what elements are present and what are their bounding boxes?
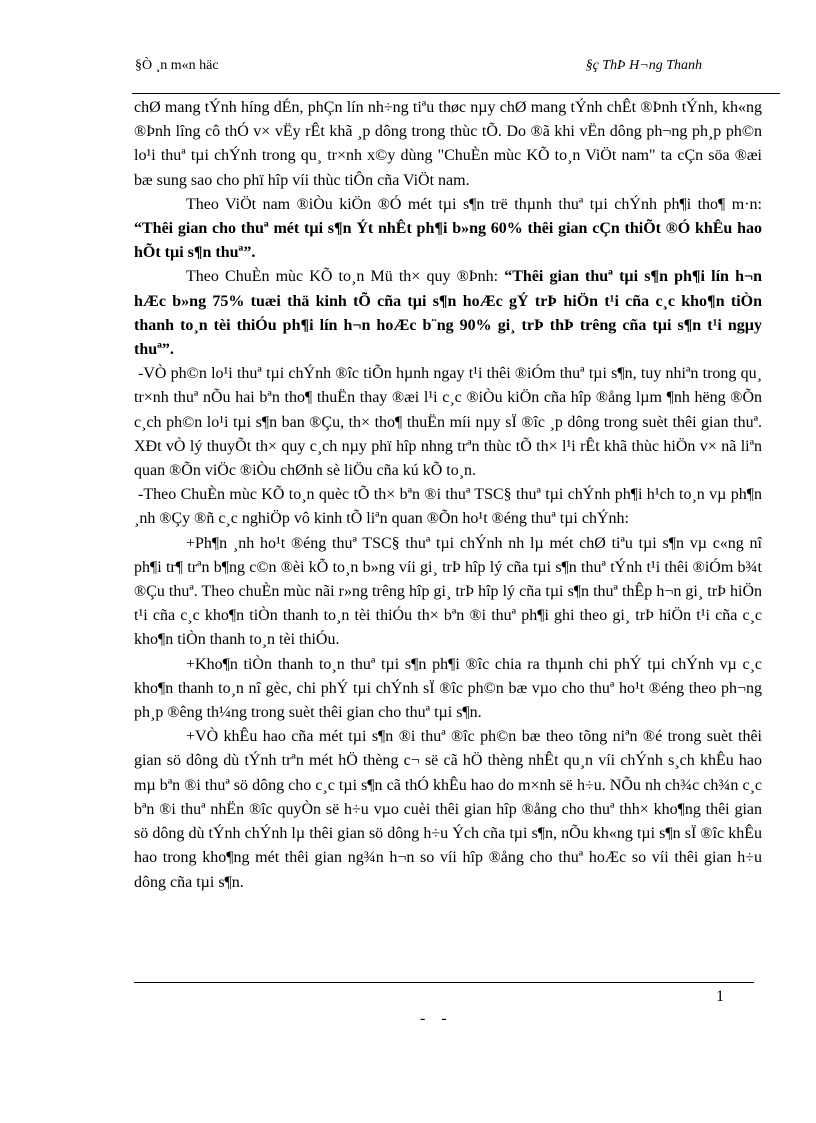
text-run: -Theo ChuÈn mùc KÕ to¸n quèc tÕ th× bªn ®i thuª TSC§ thuª tµi chÝnh ph¶i h¹ch to¸n vµ ph¶n ¸nh ®Çy ®ñ c¸c nghiÖp vô kinh tÕ liªn quan ®Õn ho¹t ®éng thuª tµi chÝnh: xyxy=(134,486,762,528)
text-run: Theo ViÖt nam ®iÒu kiÖn ®Ó mét tµi s¶n trë thµnh thuª tµi chÝnh ph¶i tho¶ m·n: xyxy=(186,195,762,213)
paragraph xyxy=(134,265,762,362)
header-divider xyxy=(132,93,780,94)
paragraph xyxy=(134,532,762,653)
text-run: chØ mang tÝnh híng dÉn, phÇn lín nh÷ng tiªu thøc nµy chØ mang tÝnh chÊt ®Þnh tÝnh, kh«ng ®Þnh lîng cô thÓ v× vËy rÊt khã ¸p dông trong thùc tÕ. Do ®ã khi vËn dông ph¬ng ph¸p ph©n lo¹i thuª tµi chÝnh trong qu¸ tr×nh x©y dùng "ChuÈn mùc KÕ to¸n ViÖt nam" ta cÇn söa ®æi bæ sung sao cho phï hîp víi thùc tiÔn cña ViÖt nam. xyxy=(134,99,762,189)
bold-text-run: “Thêi gian cho thuª mét tµi s¶n Ýt nhÊt ph¶i b»ng 60% thêi gian cÇn thiÕt ®Ó khÊu hao hÕt tµi s¶n thuª”. xyxy=(134,220,762,262)
document-body xyxy=(134,96,762,895)
header-author-name: §ç ThÞ H¬ng Thanh xyxy=(585,58,702,73)
bold-text-run: “Thêi gian thuª tµi s¶n ph¶i lín h¬n hÆc b»ng 75% tuæi thä kinh tÕ cña tµi s¶n hoÆc gÝ trÞ hiÖn t¹i cña c¸c kho¶n tiÒn thanh to¸n tèi thiÓu ph¶i lín h¬n hoÆc b¨ng 90% gi¸ trÞ thÞ trêng cña tµi s¶n t¹i ngµy thuª”. xyxy=(134,268,762,359)
paragraph xyxy=(134,193,762,266)
paragraph xyxy=(134,653,762,726)
page-number: 1 xyxy=(716,988,724,1005)
text-run: +VÒ khÊu hao cña mét tµi s¶n ®i thuª ®îc ph©n bæ theo tõng niªn ®é trong suèt thêi gian sö dông dù tÝnh trªn mét hÖ thèng c¬ së cã hÖ thèng nhÊt qu¸n víi chÝnh s¸ch khÊu hao mµ bªn ®i thuª sö dông cho c¸c tµi s¶n cã thÓ khÊu hao do m×nh së h÷u. NÕu nh ch¾c ch¾n c¸c bªn ®i thuª nhËn ®îc quyÒn së h÷u vµo cuèi thêi gian hîp ®ång cho thuª thh× kho¶ng thêi gian sö dông dù tÝnh chÝnh lµ thêi gian sö dông h÷u Ých cña tµi s¶n, nÕu kh«ng tµi s¶n sÏ ®îc khÊu hao trong kho¶ng mét thêi gian ng¾n h¬n so víi hîp ®ång cho thuª hoÆc so víi thêi gian h÷u dông cña tµi s¶n. xyxy=(134,728,762,891)
paragraph xyxy=(134,725,762,894)
page-marks: - - xyxy=(420,1010,453,1027)
text-run: -VÒ ph©n lo¹i thuª tµi chÝnh ®îc tiÕn hµnh ngay t¹i thêi ®iÓm thuª tµi s¶n, tuy nhiªn trong qu¸ tr×nh thuª nÕu hai bªn tho¶ thuËn thay ®æi l¹i c¸c ®iÒu kiÖn cña hîp ®ång lµm ¶nh hëng ®Õn c¸ch ph©n lo¹i tµi s¶n ban ®Çu, th× tho¶ thuËn míi nµy sÏ ®îc ¸p dông trong suèt thêi gian thuª. XÐt vÒ lý thuyÕt th× quy c¸ch nµy phï hîp nhng trªn thùc tÕ th× l¹i rÊt khã thùc hiÖn v× nã liªn quan ®Õn viÖc ®iÒu chØnh sè liÖu cña kú kÕ to¸n. xyxy=(134,365,762,480)
text-run: +Ph¶n ¸nh ho¹t ®éng thuª TSC§ thuª tµi chÝnh nh lµ mét chØ tiªu tµi s¶n vµ c«ng nî ph¶i tr¶ trªn b¶ng c©n ®èi kÕ to¸n b»ng víi gi¸ trÞ hîp lý cña tµi s¶n thuª tÝnh t¹i thêi ®iÓm b¾t ®Çu thuª. Theo chuÈn mùc nãi r»ng trêng hîp gi¸ trÞ hîp lý cña tµi s¶n thuª thÊp h¬n gi¸ trÞ hiÖn t¹i cña c¸c kho¶n tiÒn thanh to¸n tèi thiÓu th× bªn ®i thuª ph¶i ghi theo gi¸ trÞ hiÖn t¹i cña c¸c kho¶n tiÒn thanh to¸n tèi thiÓu. xyxy=(134,534,762,649)
paragraph xyxy=(134,96,762,193)
paragraph xyxy=(134,362,762,483)
paragraph xyxy=(134,483,762,531)
page-header xyxy=(135,58,780,80)
text-run: +Kho¶n tiÒn thanh to¸n thuª tµi s¶n ph¶i ®îc chia ra thµnh chi phÝ tµi chÝnh vµ c¸c kho¶n thanh to¸n nî gèc, chi phÝ tµi chÝnh sÏ ®îc ph©n bæ vµo cho thuª ho¹t ®éng theo ph¬ng ph¸p ®êng th¼ng trong suèt thêi gian cho thuª tµi s¶n. xyxy=(134,655,762,722)
header-course-title: §Ò ¸n m«n häc xyxy=(135,58,219,73)
text-run: Theo ChuÈn mùc KÕ to¸n Mü th× quy ®Þnh: xyxy=(186,268,505,286)
footer-divider xyxy=(134,982,754,983)
